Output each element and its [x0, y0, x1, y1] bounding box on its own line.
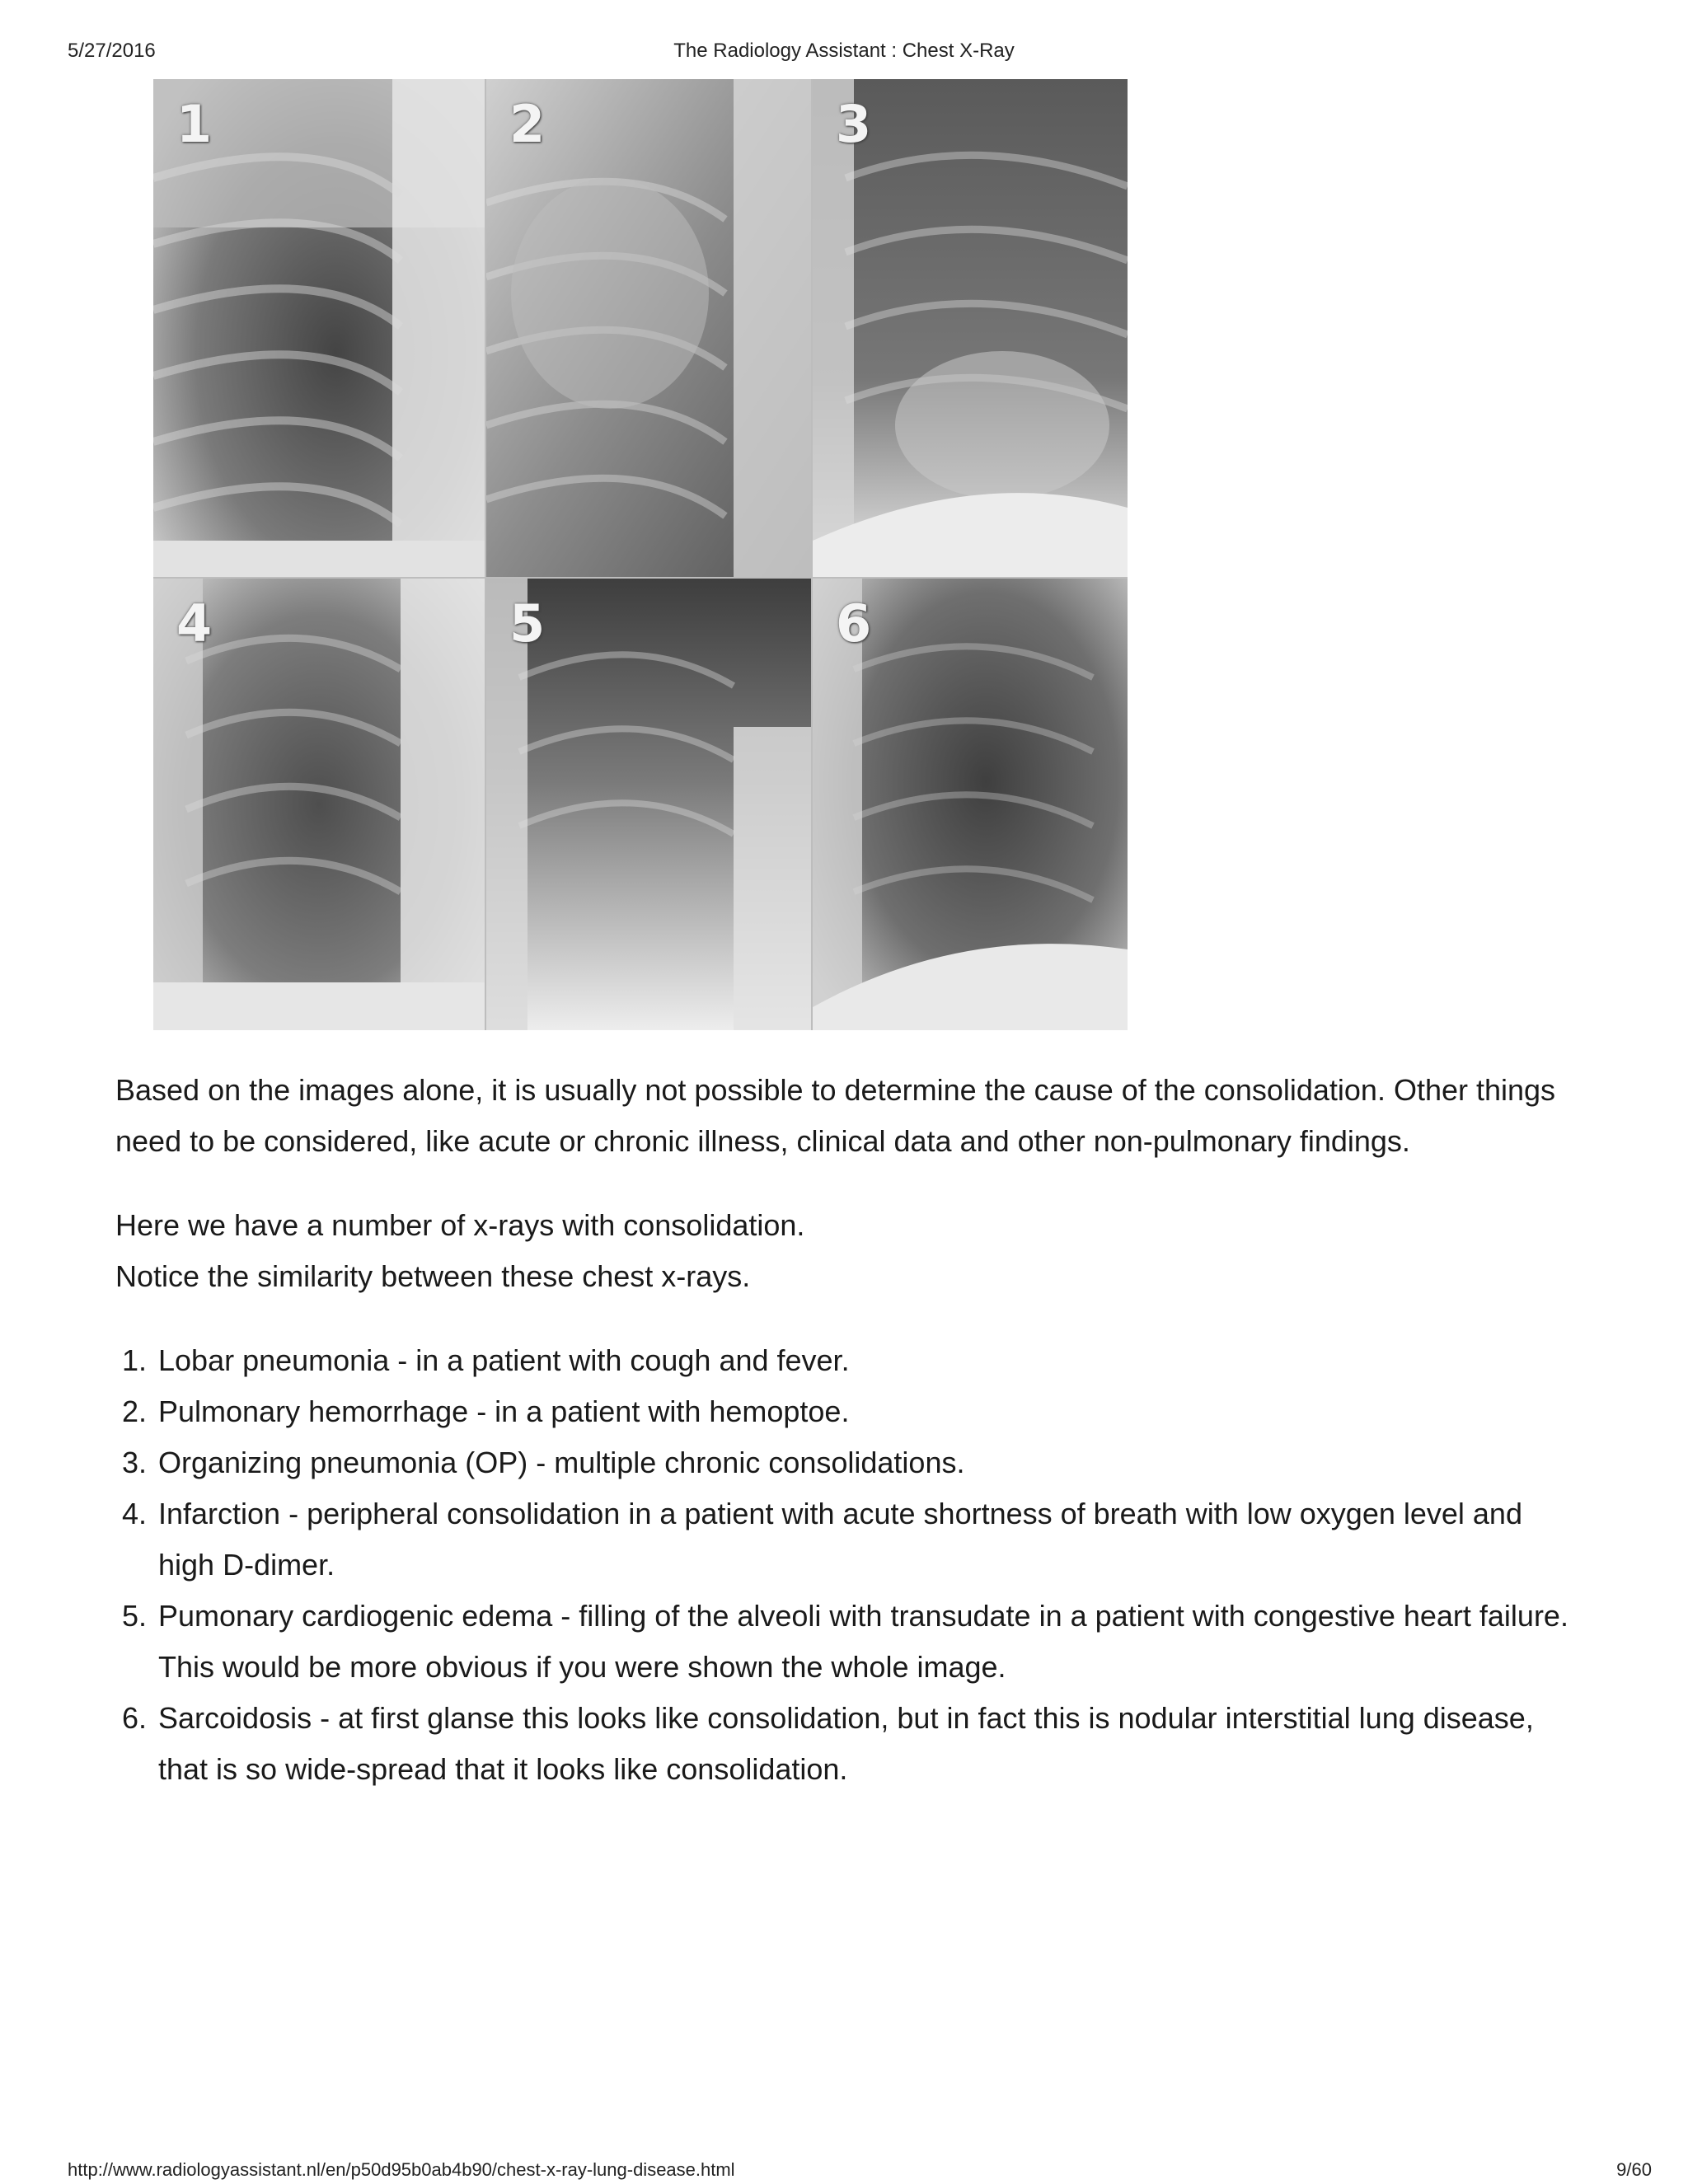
list-item: 6. Sarcoidosis - at first glanse this looks like consolidation, but in fact this is nodular interstitial lung disease, that is so wide-spread that it looks like consolidation.: [155, 1693, 1582, 1795]
paragraph-intro: [115, 1200, 1582, 1302]
xray-panel-4: [153, 579, 485, 1030]
list-item: 5. Pumonary cardiogenic edema - filling of the alveoli with transudate in a patient with congestive heart failure. This would be more obvious if you were shown the whole image.: [155, 1591, 1582, 1693]
panel-number: 2: [509, 94, 546, 154]
list-item: 2. Pulmonary hemorrhage - in a patient with hemoptoe.: [155, 1386, 1582, 1437]
panel-number: 6: [836, 593, 872, 654]
xray-panel-3: [813, 79, 1128, 577]
paragraph-consolidation-cause: Based on the images alone, it is usually not possible to determine the cause of the consolidation. Other things need to be considered, like acute or chronic illness, clinical data and other non-pulmonary findings.: [115, 1073, 1556, 1158]
list-item: 4. Infarction - peripheral consolidation in a patient with acute shortness of breath with low oxygen level and high D-dimer.: [155, 1488, 1582, 1591]
xray-panel-5: [486, 579, 811, 1030]
page-title: The Radiology Assistant : Chest X-Ray: [673, 40, 1015, 62]
list-item: 1. Lobar pneumonia - in a patient with cough and fever.: [155, 1335, 1582, 1386]
print-date: 5/27/2016: [68, 40, 156, 62]
article-body: [115, 1065, 1582, 1795]
footer-url: http://www.radiologyassistant.nl/en/p50d95b0ab4b90/chest-x-ray-lung-disease.html: [68, 2159, 735, 2180]
xray-panel-2: [486, 79, 811, 577]
xray-figure-grid: [153, 79, 1128, 1030]
paragraph-intro-line-2: Notice the similarity between these chest x-rays.: [115, 1259, 751, 1293]
page-number: 9/60: [1616, 2159, 1652, 2180]
panel-number: 1: [176, 94, 213, 154]
diagnosis-list: [115, 1335, 1582, 1795]
xray-panel-1: [153, 79, 485, 577]
panel-number: 4: [176, 593, 213, 654]
paragraph-intro-line-1: Here we have a number of x-rays with consolidation.: [115, 1208, 805, 1242]
xray-panel-6: [813, 579, 1128, 1030]
list-item: 3. Organizing pneumonia (OP) - multiple chronic consolidations.: [155, 1437, 1582, 1488]
panel-number: 5: [509, 593, 546, 654]
panel-number: 3: [836, 94, 872, 154]
